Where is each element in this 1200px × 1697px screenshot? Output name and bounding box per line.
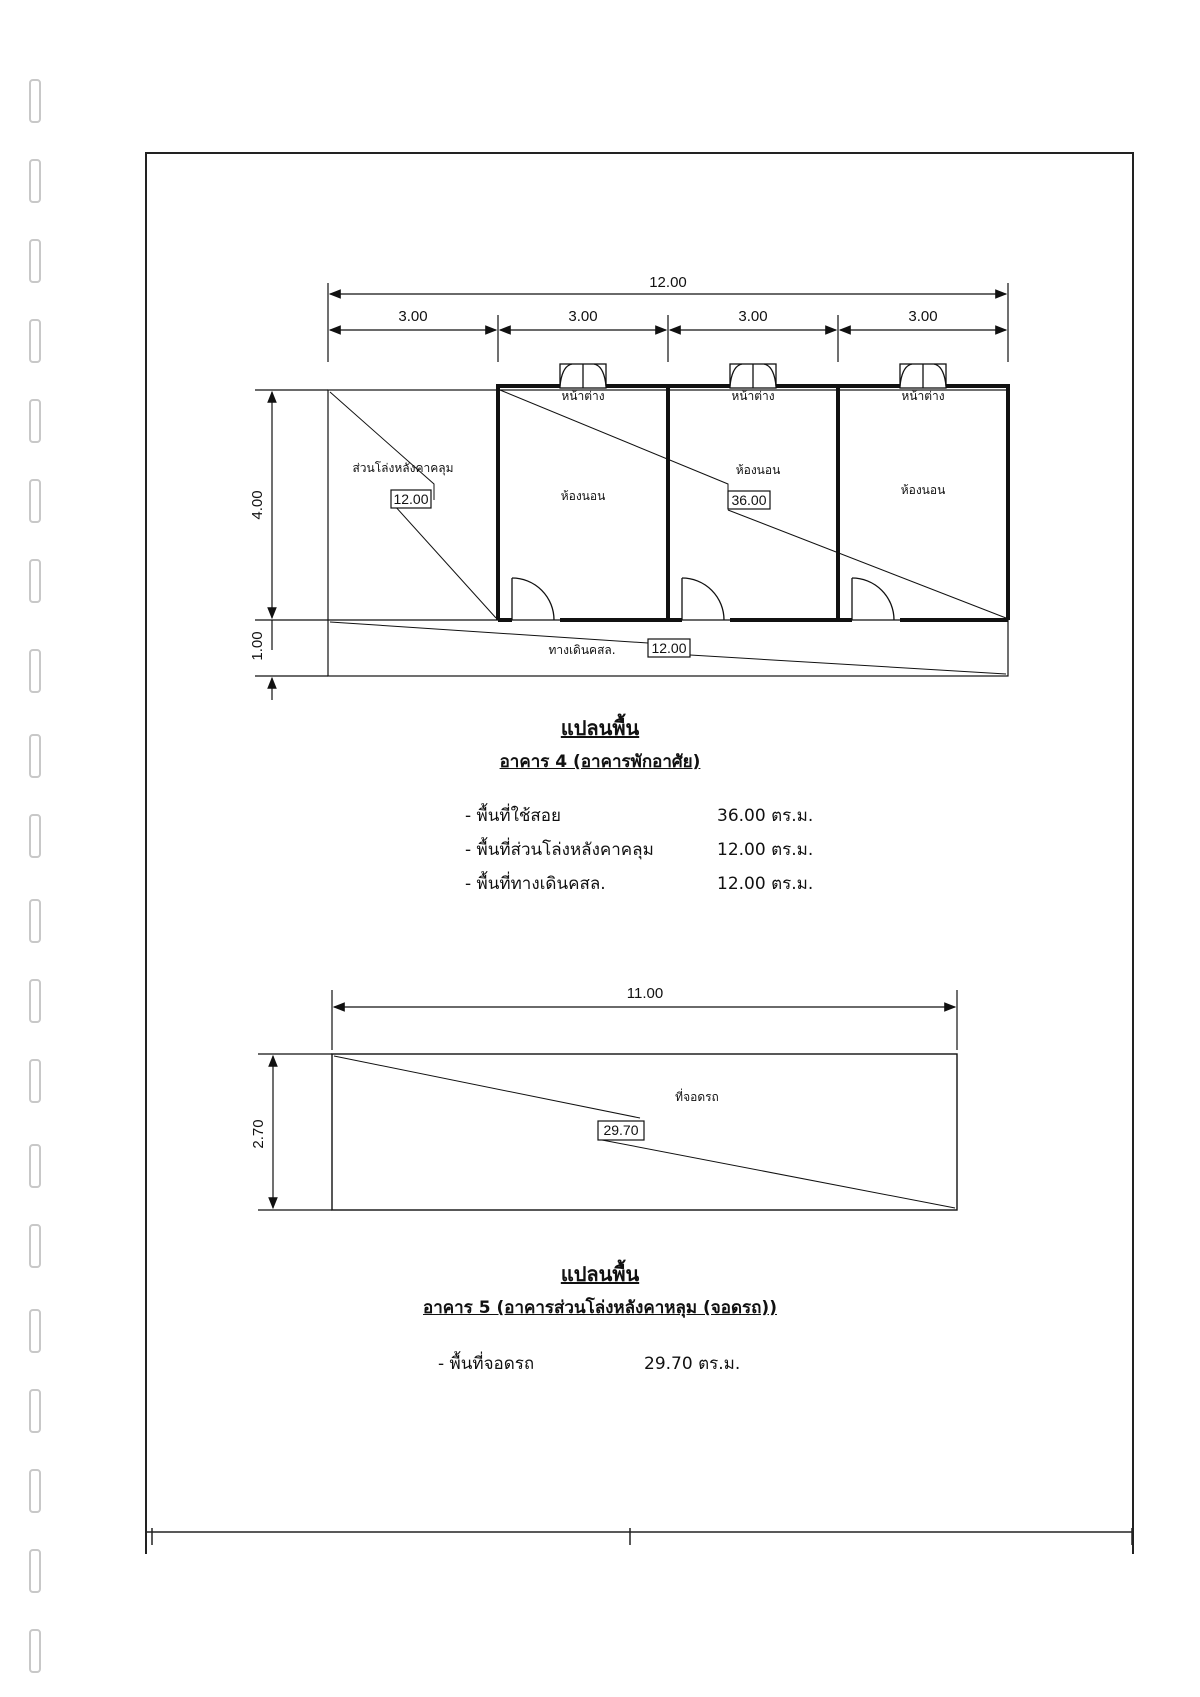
area-value: 29.70 ตร.ม. xyxy=(644,1354,741,1374)
dimension-b5-depth xyxy=(258,1054,332,1210)
parking-value: 29.70 xyxy=(603,1122,639,1138)
area-label: - พื้นที่ใช้สอย xyxy=(465,806,561,826)
dim-segment-4: 3.00 xyxy=(908,308,938,325)
building4-area-row-3 xyxy=(465,870,814,897)
area-label: - พื้นที่จอดรถ xyxy=(438,1354,535,1374)
window-label-3: หน้าต่าง xyxy=(901,389,945,403)
open-area-label: ส่วนโล่งหลังคาคลุม xyxy=(352,461,454,475)
walkway-value: 12.00 xyxy=(651,640,687,656)
building5-area-row-1 xyxy=(438,1350,741,1377)
dim-total-width-label: 12.00 xyxy=(649,274,687,291)
building4-subtitle: อาคาร 4 (อาคารพักอาศัย) xyxy=(499,752,701,772)
building5-subtitle: อาคาร 5 (อาคารส่วนโล่งหลังคาหลุม (จอดรถ)) xyxy=(423,1298,777,1318)
dim-depth-rooms: 4.00 xyxy=(249,490,266,520)
open-area-value: 12.00 xyxy=(393,491,429,507)
bedroom-label-3: ห้องนอน xyxy=(900,483,946,497)
bedroom-area-value: 36.00 xyxy=(731,492,767,508)
dim-depth-walkway: 1.00 xyxy=(249,631,266,661)
bedroom-label-1: ห้องนอน xyxy=(560,489,606,503)
area-value: 36.00 ตร.ม. xyxy=(717,806,814,826)
area-value: 12.00 ตร.ม. xyxy=(717,874,814,894)
dim-segment-3: 3.00 xyxy=(738,308,768,325)
area-value: 12.00 ตร.ม. xyxy=(717,840,814,860)
dim-segment-1: 3.00 xyxy=(398,308,428,325)
dim-b5-width-label: 11.00 xyxy=(626,985,664,1002)
area-label: - พื้นที่ทางเดินคสล. xyxy=(465,874,606,894)
dim-b5-depth-label: 2.70 xyxy=(250,1119,267,1149)
window-label-1: หน้าต่าง xyxy=(561,389,605,403)
dimension-segments xyxy=(330,315,1006,362)
building4-title: แปลนพื้น xyxy=(560,716,640,740)
walkway-label: ทางเดินคสล. xyxy=(548,643,616,657)
area-label: - พื้นที่ส่วนโล่งหลังคาคลุม xyxy=(465,840,654,860)
dim-segment-2: 3.00 xyxy=(568,308,598,325)
building4-area-row-2 xyxy=(465,836,814,863)
bedroom-label-2: ห้องนอน xyxy=(735,463,781,477)
building4-area-row-1 xyxy=(465,802,814,829)
window-label-2: หน้าต่าง xyxy=(731,389,775,403)
parking-label: ที่จอดรถ xyxy=(675,1090,719,1104)
building5-title: แปลนพื้น xyxy=(560,1262,640,1286)
